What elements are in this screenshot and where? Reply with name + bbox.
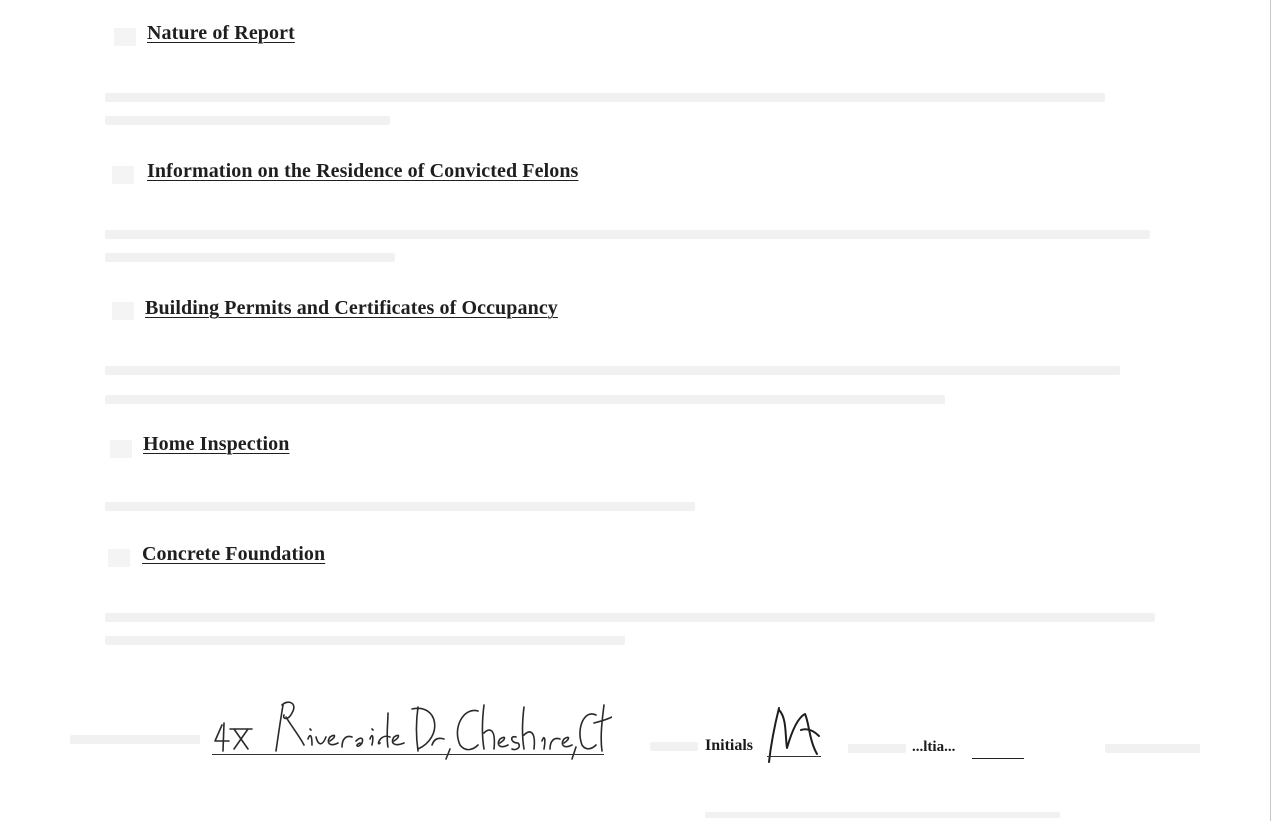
faded-footer-text: [650, 742, 698, 751]
faded-body-text: [105, 253, 395, 262]
faded-footer-text: [705, 812, 1060, 818]
faded-body-text: [105, 116, 390, 125]
address-underline: [212, 754, 604, 755]
section-number-faded: [114, 28, 136, 46]
section-heading-building-permits: Building Permits and Certificates of Occupancy: [145, 297, 558, 319]
section-heading-home-inspection: Home Inspection: [143, 433, 290, 455]
faded-body-text: [105, 93, 1105, 102]
faded-footer-text: [1105, 744, 1200, 753]
faded-body-text: [105, 366, 1120, 375]
section-heading-convicted-felons: Information on the Residence of Convicted Felons: [147, 160, 579, 182]
second-initials-underline: [972, 758, 1024, 759]
section-number-faded: [112, 302, 134, 320]
faded-body-text: [105, 502, 695, 511]
section-heading-nature-of-report: Nature of Report: [147, 22, 295, 44]
handwritten-address: [212, 693, 612, 765]
initials-signature: [765, 700, 825, 764]
faded-body-text: [105, 613, 1155, 622]
faded-body-text: [105, 636, 625, 645]
faded-body-text: [105, 230, 1150, 239]
initials-label: Initials: [705, 737, 754, 754]
section-number-faded: [110, 440, 132, 458]
faded-body-text: [105, 395, 945, 404]
section-heading-concrete-foundation: Concrete Foundation: [142, 543, 326, 565]
second-initials-label: ...ltia...: [912, 739, 956, 755]
page-edge: [1270, 0, 1271, 821]
faded-footer-text: [848, 744, 906, 753]
initials-underline: [767, 756, 821, 757]
faded-footer-text: [70, 735, 200, 744]
section-number-faded: [112, 166, 134, 184]
section-number-faded: [108, 549, 130, 567]
